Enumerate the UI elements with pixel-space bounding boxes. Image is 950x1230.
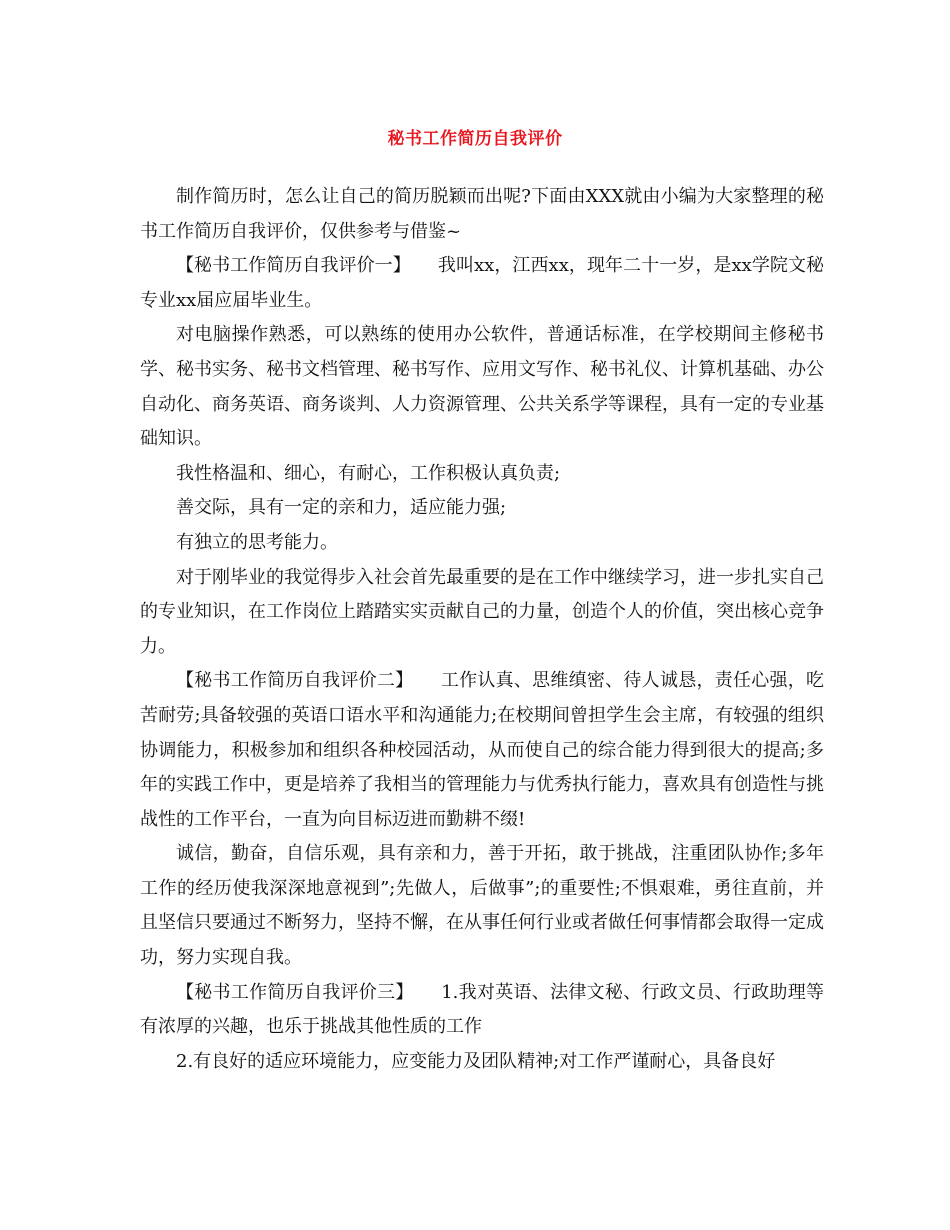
paragraph-evaluation-two: 【秘书工作简历自我评价二】 工作认真、思维缜密、待人诚恳，责任心强，吃苦耐劳;具备较强的英语口语水平和沟通能力;在校期间曾担学生会主席，有较强的组织协调能力，积极参加和组织各种校园活动，从而使自己的综合能力得到很大的提高;多年的实践工作中，更是培养了我相当的管理能力与优秀执行能力，喜欢具有创造性与挑战性的工作平台，一直为向目标迈进而勤耕不缀! <box>140 670 824 830</box>
document-title: 秘书工作简历自我评价 <box>387 129 563 149</box>
paragraph-evaluation-one: 【秘书工作简历自我评价一】 我叫xx，江西xx，现年二十一岁，是xx学院文秘专业xx届应届毕业生。 <box>140 255 824 311</box>
paragraph-adaptability: 2.有良好的适应环境能力，应变能力及团队精神;对工作严谨耐心，具备良好 <box>176 1050 776 1072</box>
paragraph-independent: 有独立的思考能力。 <box>176 531 338 553</box>
paragraph-integrity: 诚信，勤奋，自信乐观，具有亲和力，善于开拓，敢于挑战，注重团队协作;多年工作的经历使我深深地意视到”;先做人，后做事”;的重要性;不惧艰难，勇往直前，并且坚信只要通过不断努力，坚持不懈，在从事任何行业或者做任何事情都会取得一定成功，努力实现自我。 <box>140 843 824 969</box>
paragraph-personality: 我性格温和、细心，有耐心，工作积极认真负责; <box>176 462 561 484</box>
paragraph-learning: 对于刚毕业的我觉得步入社会首先最重要的是在工作中继续学习，进一步扎实自己的专业知识，在工作岗位上踏踏实实贡献自己的力量，创造个人的价值，突出核心竞争力。 <box>140 566 824 657</box>
document-body <box>140 180 824 1079</box>
paragraph-social: 善交际，具有一定的亲和力，适应能力强; <box>176 497 507 519</box>
paragraph-evaluation-three: 【秘书工作简历自我评价三】 1.我对英语、法律文秘、行政文员、行政助理等有浓厚的兴趣，也乐于挑战其他性质的工作 <box>140 981 824 1038</box>
paragraph-intro: 制作简历时，怎么让自己的简历脱颖而出呢?下面由XXX就由小编为大家整理的秘书工作简历自我评价，仅供参考与借鉴~ <box>140 186 824 242</box>
paragraph-skills: 对电脑操作熟悉，可以熟练的使用办公软件，普通话标准，在学校期间主修秘书学、秘书实务、秘书文档管理、秘书写作、应用文写作、秘书礼仪、计算机基础、办公自动化、商务英语、商务谈判、人力资源管理、公共关系学等课程，具有一定的专业基础知识。 <box>140 324 824 450</box>
